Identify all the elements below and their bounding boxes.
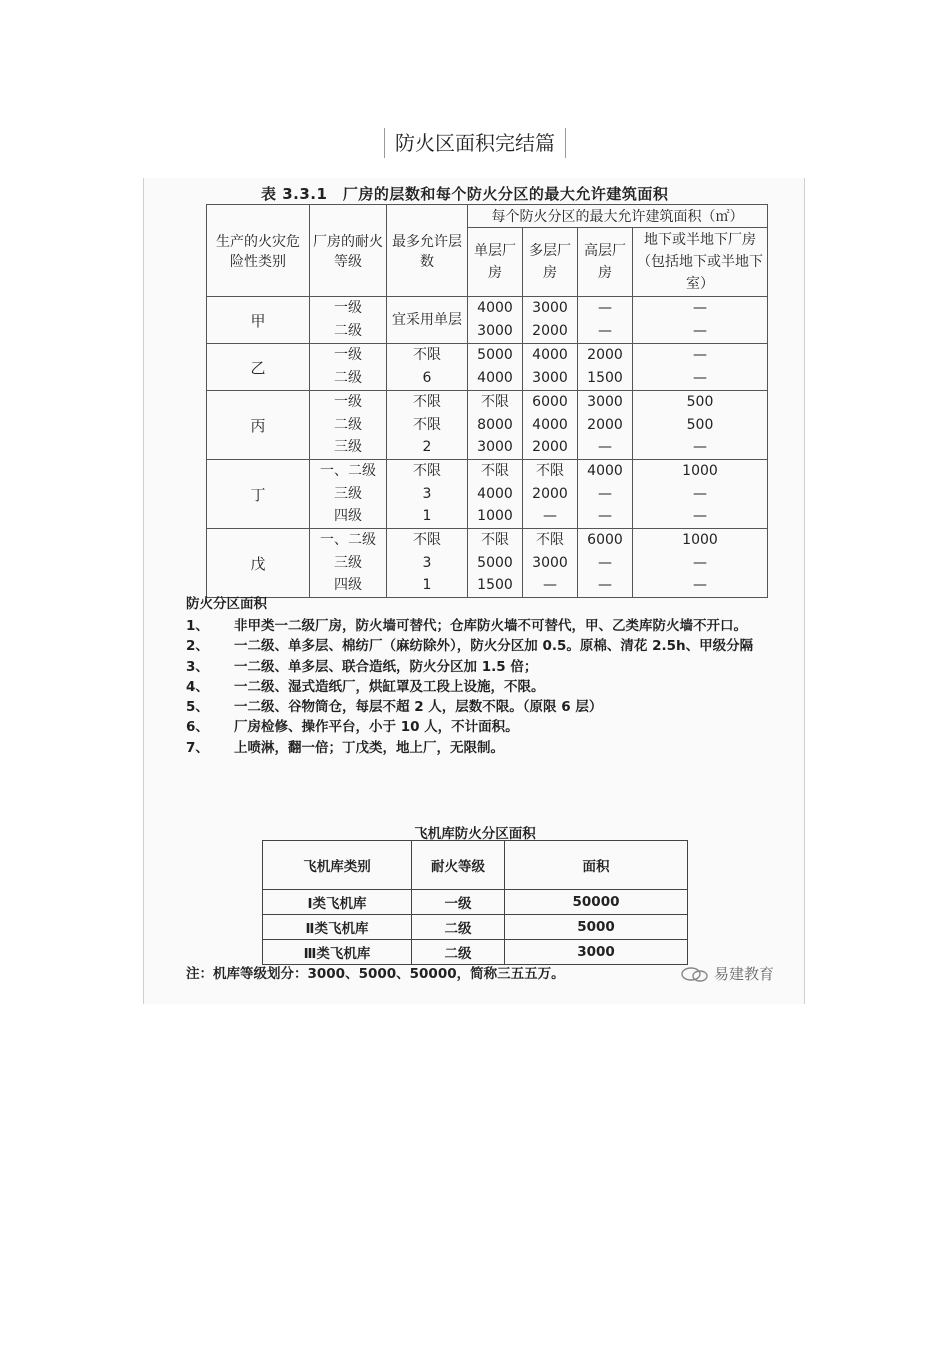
cell-value: 不限 [413,532,441,549]
cell-value: 3000 [532,300,568,317]
cell-category: 丁 [207,460,310,529]
note-item [186,697,786,717]
note-text: 一二级、谷物筒仓，每层不超 2 人，层数不限。（原限 6 层） [234,699,603,716]
cell-value: — [598,439,612,456]
cell-category: 乙 [207,344,310,391]
notes-section [186,594,786,758]
cell-value: — [598,323,612,339]
cell-hangar-grade: 二级 [412,915,505,940]
cell-value: 3000 [587,394,623,411]
hangar-area-table [262,840,688,965]
cell-value: 2000 [587,416,623,433]
page-title: 防火区面积完结篇 [384,128,566,158]
cell-value: 3000 [477,323,513,339]
cell-value: — [598,554,612,571]
factory-area-table [206,204,768,598]
cell-category: 丙 [207,391,310,460]
note-item [186,677,786,697]
cell-value: 8000 [477,416,513,433]
note-item [186,616,786,636]
cell-hangar-class: Ⅱ类飞机库 [263,915,412,940]
cell-fire-grade [310,297,387,344]
table-row [207,344,768,391]
cell-value: 不限 [536,463,564,480]
cell-value: 2000 [532,439,568,456]
cell-value: 宜采用单层 [392,312,462,328]
cell-value: 500 [686,416,714,433]
cell-value: 三级 [334,554,362,571]
cell-value: 一、二级 [320,532,376,549]
cell-high-rise [578,529,633,598]
note-text: 一二级、单多层、联合造纸，防火分区加 1.5 倍； [234,658,538,675]
cell-underground [633,391,768,460]
note-number: 3、 [186,658,209,675]
cell-multi-floor [523,529,578,598]
header-fire-grade: 厂房的耐火等级 [310,205,387,297]
cell-value: 500 [686,394,714,411]
cell-value: 1500 [477,577,513,594]
cell-value: — [693,485,707,502]
cell-high-rise [578,344,633,391]
cell-value: 二级 [334,370,362,386]
note-number: 7、 [186,739,209,756]
watermark-text: 易建教育 [714,965,775,983]
note-text: 上喷淋，翻一倍；丁戊类，地上厂，无限制。 [234,739,504,756]
cell-category: 戊 [207,529,310,598]
table-row [263,915,688,940]
cell-value: 1000 [682,463,718,480]
cell-value: 1000 [477,508,513,525]
cell-value: 不限 [413,347,441,364]
cell-underground [633,529,768,598]
cell-hangar-area: 5000 [505,915,688,940]
cell-fire-grade [310,529,387,598]
cell-value: 1 [422,577,432,594]
header-hangar-area: 面积 [505,841,688,890]
cell-multi-floor [523,297,578,344]
cell-value: 不限 [481,463,509,480]
cell-high-rise [578,460,633,529]
cell-value: 2000 [532,485,568,502]
cell-multi-floor [523,460,578,529]
cell-underground [633,344,768,391]
cell-value: 2000 [587,347,623,364]
cell-max-floors [387,297,468,344]
cell-value: 6000 [587,532,623,549]
cell-value: 3000 [477,439,513,456]
cell-value: — [693,508,707,525]
cell-value: — [598,300,612,317]
note-number: 5、 [186,699,209,716]
cell-value: 3 [422,485,432,502]
cell-value: 5000 [477,347,513,364]
cell-max-floors [387,460,468,529]
footnote: 注：机库等级划分：3000、5000、50000，简称三五五万。 [186,966,565,982]
cell-value: 4000 [477,300,513,317]
cell-value: — [693,439,707,456]
table-row [207,391,768,460]
cell-single-floor [468,460,523,529]
watermark [680,963,774,984]
cell-value: 二级 [334,323,362,339]
cell-high-rise [578,297,633,344]
cell-max-floors [387,391,468,460]
table-row [207,297,768,344]
cell-hangar-area: 50000 [505,890,688,915]
header-max-area-group: 每个防火分区的最大允许建筑面积（㎡） [468,205,768,228]
cell-value: 二级 [334,416,362,433]
cell-value: 4000 [477,485,513,502]
cell-value: 4000 [587,463,623,480]
cell-value: 不限 [413,394,441,411]
note-item [186,738,786,758]
cell-value: 1 [422,508,432,525]
cell-value: 一、二级 [320,463,376,480]
cell-max-floors [387,529,468,598]
cell-value: — [693,554,707,571]
cell-value: — [598,577,612,594]
cell-value: 四级 [334,508,362,525]
note-text: 非甲类一二级厂房，防火墙可替代；仓库防火墙不可替代，甲、乙类库防火墙不开口。 [234,618,747,634]
cell-value: — [543,577,557,594]
cell-value: 3000 [532,554,568,571]
cell-hangar-area: 3000 [505,940,688,965]
cell-value: 三级 [334,485,362,502]
cell-high-rise [578,391,633,460]
wechat-logo-icon [680,966,710,982]
header-hangar-grade: 耐火等级 [412,841,505,890]
cell-multi-floor [523,391,578,460]
table-row [207,460,768,529]
cell-single-floor [468,344,523,391]
cell-value: 5000 [477,554,513,571]
notes-heading: 防火分区面积 [186,596,267,612]
cell-value: — [543,508,557,525]
table1-caption: 表 3.3.1 厂房的层数和每个防火分区的最大允许建筑面积 [261,185,669,203]
note-text: 一二级、湿式造纸厂，烘缸罩及工段上设施，不限。 [234,678,545,695]
cell-value: 1500 [587,370,623,386]
note-number: 2、 [186,638,209,655]
cell-value: 一级 [334,347,362,364]
cell-single-floor [468,297,523,344]
cell-value: 3 [422,554,432,571]
cell-value: — [693,370,707,386]
cell-value: 一级 [334,394,362,411]
note-item [186,717,786,737]
cell-hangar-class: Ⅰ类飞机库 [263,890,412,915]
cell-fire-grade [310,460,387,529]
cell-value: 四级 [334,577,362,594]
header-hazard-class: 生产的火灾危险性类别 [207,205,310,297]
note-item [186,636,786,656]
cell-value: 2000 [532,323,568,339]
cell-multi-floor [523,344,578,391]
cell-value: — [693,323,707,339]
note-number: 6、 [186,719,209,736]
cell-value: 不限 [413,416,441,433]
cell-value: 6 [422,370,432,386]
header-single-floor: 单层厂房 [468,228,523,297]
cell-underground [633,297,768,344]
cell-value: 不限 [536,532,564,549]
cell-max-floors [387,344,468,391]
cell-value: 4000 [532,347,568,364]
table2-caption: 飞机库防火分区面积 [414,826,536,842]
note-number: 1、 [186,618,209,634]
cell-value: 4000 [477,370,513,386]
cell-value: — [693,300,707,317]
cell-value: — [598,485,612,502]
note-text: 一二级、单多层、棉纺厂（麻纺除外），防火分区加 0.5。原棉、清花 2.5h、甲级分隔 [234,638,754,655]
cell-value: 1000 [682,532,718,549]
cell-hangar-grade: 一级 [412,890,505,915]
cell-value: — [693,347,707,364]
cell-value: — [693,577,707,594]
table-row [263,940,688,965]
header-hangar-class: 飞机库类别 [263,841,412,890]
header-max-floors: 最多允许层数 [387,205,468,297]
note-item [186,657,786,677]
cell-fire-grade [310,344,387,391]
cell-category: 甲 [207,297,310,344]
cell-value: 不限 [481,532,509,549]
cell-value: 一级 [334,300,362,317]
header-multi-floor: 多层厂房 [523,228,578,297]
cell-hangar-class: Ⅲ类飞机库 [263,940,412,965]
table-row [263,890,688,915]
cell-underground [633,460,768,529]
cell-single-floor [468,529,523,598]
cell-value: 三级 [334,439,362,456]
cell-value: 不限 [481,394,509,411]
cell-value: 不限 [413,463,441,480]
note-number: 4、 [186,678,209,695]
cell-value: 6000 [532,394,568,411]
table-row [207,529,768,598]
cell-value: 2 [422,439,432,456]
cell-fire-grade [310,391,387,460]
header-high-rise: 高层厂房 [578,228,633,297]
note-text: 厂房检修、操作平台，小于 10 人，不计面积。 [234,719,519,736]
cell-value: 4000 [532,416,568,433]
cell-value: — [598,508,612,525]
header-underground: 地下或半地下厂房（包括地下或半地下室） [633,228,768,297]
cell-single-floor [468,391,523,460]
cell-value: 3000 [532,370,568,386]
cell-hangar-grade: 二级 [412,940,505,965]
